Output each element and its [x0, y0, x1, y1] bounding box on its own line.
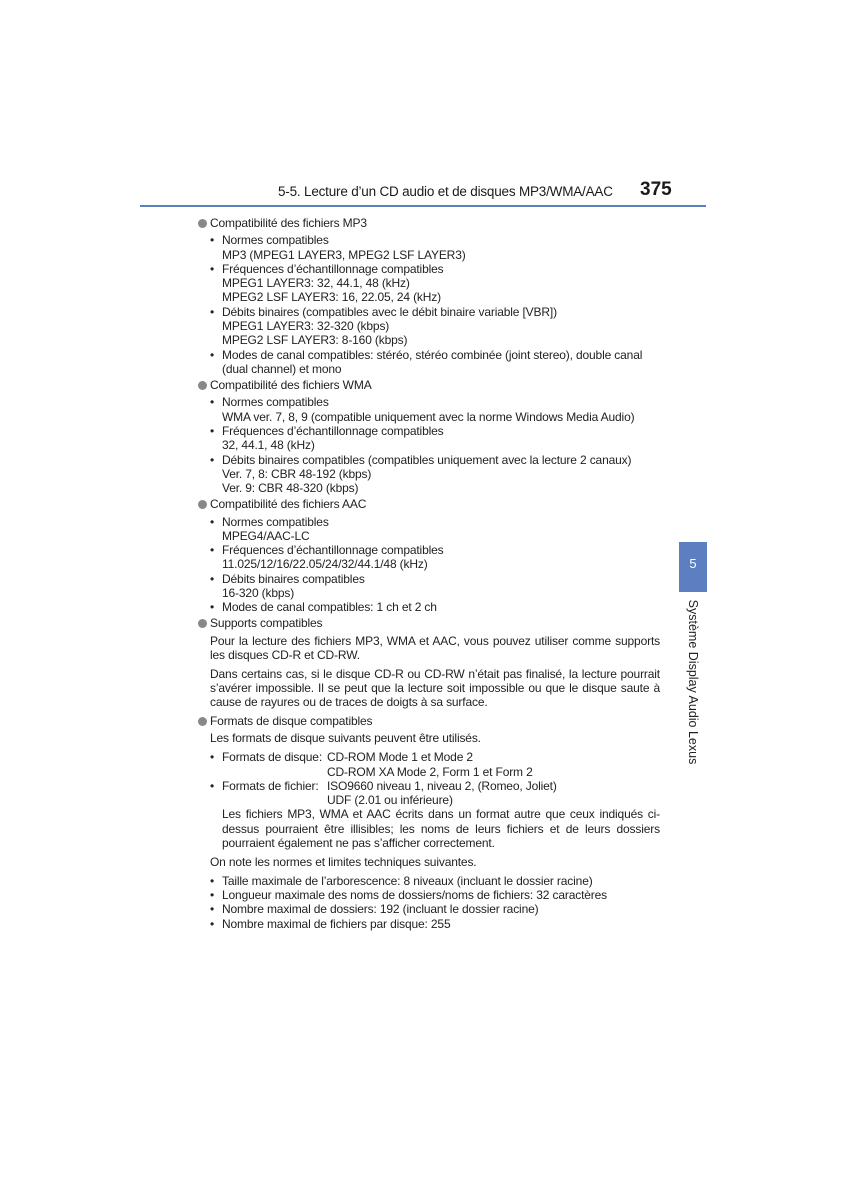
section-wma [198, 378, 660, 495]
item-text: Fréquences d’échantillonnage compatibles [222, 543, 444, 558]
format-value: UDF (2.01 ou inférieure) [327, 793, 453, 808]
chapter-label: Système Display Audio Lexus [686, 599, 700, 765]
item-text: MPEG4/AAC-LC [222, 528, 310, 543]
header-rule [140, 205, 706, 207]
list-item [210, 902, 660, 916]
circle-bullet-icon [198, 219, 207, 228]
paragraph: Pour la lecture des fichiers MP3, WMA et AAC, vous pouvez utiliser comme supports les disques CD-R et CD-RW. [210, 633, 660, 662]
item-text: 16-320 (kbps) [222, 586, 295, 601]
bullet-icon: • [210, 887, 215, 902]
bullet-icon: • [210, 452, 215, 467]
format-value: CD-ROM Mode 1 et Mode 2 [327, 750, 473, 765]
item-text: Modes de canal compatibles: 1 ch et 2 ch [222, 600, 437, 615]
item-text: MPEG1 LAYER3: 32-320 (kbps) [222, 319, 390, 334]
list-item [210, 750, 660, 779]
bullet-icon: • [210, 347, 215, 362]
item-text: MPEG2 LSF LAYER3: 8-160 (kbps) [222, 333, 408, 348]
item-text: Normes compatibles [222, 514, 329, 529]
item-text: Fréquences d’échantillonnage compatibles [222, 423, 444, 438]
item-text: Modes de canal compatibles: stéréo, stéréo combinée (joint stereo), double canal [222, 347, 643, 362]
list-item [210, 888, 660, 902]
circle-bullet-icon [198, 381, 207, 390]
item-text: Ver. 9: CBR 48-320 (kbps) [222, 481, 359, 496]
item-text: Débits binaires (compatibles avec le débit binaire variable [VBR]) [222, 304, 557, 319]
circle-bullet-icon [198, 500, 207, 509]
section-title: 5-5. Lecture d’un CD audio et de disques MP3/WMA/AAC [278, 184, 613, 199]
item-text: MP3 (MPEG1 LAYER3, MPEG2 LSF LAYER3) [222, 247, 466, 262]
bullet-icon: • [210, 233, 215, 248]
item-text: Débits binaires compatibles (compatibles uniquement avec la lecture 2 canaux) [222, 452, 632, 467]
item-text: WMA ver. 7, 8, 9 (compatible uniquement avec la norme Windows Media Audio) [222, 409, 635, 424]
bullet-icon: • [210, 600, 215, 615]
bullet-icon: • [210, 873, 215, 888]
item-text: Débits binaires compatibles [222, 571, 365, 586]
page-number: 375 [640, 179, 672, 200]
item-text: (dual channel) et mono [222, 361, 342, 376]
paragraph: On note les normes et limites techniques suivantes. [210, 854, 477, 869]
list-item [210, 233, 660, 262]
format-label: Formats de disque: [222, 750, 323, 765]
item-text: Normes compatibles [222, 395, 329, 410]
list-item [210, 600, 660, 614]
chapter-tab: 5 [679, 542, 707, 592]
item-text: Ver. 7, 8: CBR 48-192 (kbps) [222, 466, 372, 481]
format-value: CD-ROM XA Mode 2, Form 1 et Form 2 [327, 764, 533, 779]
list-item [210, 779, 660, 808]
section-aac [198, 497, 660, 614]
section-heading: Compatibilité des fichiers AAC [210, 497, 367, 512]
item-text: 11.025/12/16/22.05/24/32/44.1/48 (kHz) [222, 557, 428, 572]
bullet-icon: • [210, 902, 215, 917]
bullet-icon: • [210, 571, 215, 586]
paragraph: Dans certains cas, si le disque CD-R ou CD-RW n’était pas finalisé, la lecture pourrait s’avérer impossible. Il se peut que la lecture soit impossible ou que le disque saute à cause de rayures ou de traces de doigts à sa surface. [210, 666, 660, 710]
list-item [210, 572, 660, 601]
list-item [210, 395, 660, 424]
bullet-icon: • [210, 916, 215, 931]
item-text: MPEG1 LAYER3: 32, 44.1, 48 (kHz) [222, 276, 410, 291]
section-heading: Compatibilité des fichiers MP3 [210, 216, 367, 230]
section-heading: Formats de disque compatibles [210, 714, 373, 729]
bullet-icon: • [210, 543, 215, 558]
bullet-icon: • [210, 750, 215, 765]
note-paragraph: Les fichiers MP3, WMA et AAC écrits dans un format autre que ceux indiqués ci-dessus pourraient être illisibles; les noms de leurs fichiers et de leurs dossiers pourraient également ne pas s’afficher correctement. [222, 807, 660, 851]
format-label: Formats de fichier: [222, 778, 319, 793]
list-item [210, 515, 660, 544]
section-supports [198, 616, 660, 709]
list-item [210, 348, 660, 377]
item-text: Fréquences d’échantillonnage compatibles [222, 261, 444, 276]
item-text: 32, 44.1, 48 (kHz) [222, 438, 315, 453]
item-text: Normes compatibles [222, 233, 329, 248]
list-item [210, 424, 660, 453]
list-item [210, 917, 660, 931]
item-text: MPEG2 LSF LAYER3: 16, 22.05, 24 (kHz) [222, 290, 441, 305]
list-item [210, 305, 660, 348]
bullet-icon: • [210, 778, 215, 793]
list-item [210, 453, 660, 496]
section-heading: Supports compatibles [210, 616, 323, 631]
bullet-icon: • [210, 423, 215, 438]
circle-bullet-icon [198, 619, 207, 628]
item-text: Longueur maximale des noms de dossiers/noms de fichiers: 32 caractères [222, 887, 608, 902]
paragraph: Les formats de disque suivants peuvent être utilisés. [210, 731, 481, 746]
page-content [198, 216, 660, 933]
list-item [210, 262, 660, 305]
section-mp3 [198, 216, 660, 376]
item-text: Taille maximale de l’arborescence: 8 niveaux (incluant le dossier racine) [222, 873, 593, 888]
bullet-icon: • [210, 261, 215, 276]
bullet-icon: • [210, 514, 215, 529]
bullet-icon: • [210, 395, 215, 410]
list-item [210, 543, 660, 572]
format-value: ISO9660 niveau 1, niveau 2, (Romeo, Joliet) [327, 778, 557, 793]
list-item [210, 874, 660, 888]
bullet-icon: • [210, 304, 215, 319]
item-text: Nombre maximal de fichiers par disque: 255 [222, 916, 451, 931]
section-formats [198, 714, 660, 931]
section-heading: Compatibilité des fichiers WMA [210, 378, 372, 393]
circle-bullet-icon [198, 717, 207, 726]
item-text: Nombre maximal de dossiers: 192 (incluant le dossier racine) [222, 902, 539, 917]
